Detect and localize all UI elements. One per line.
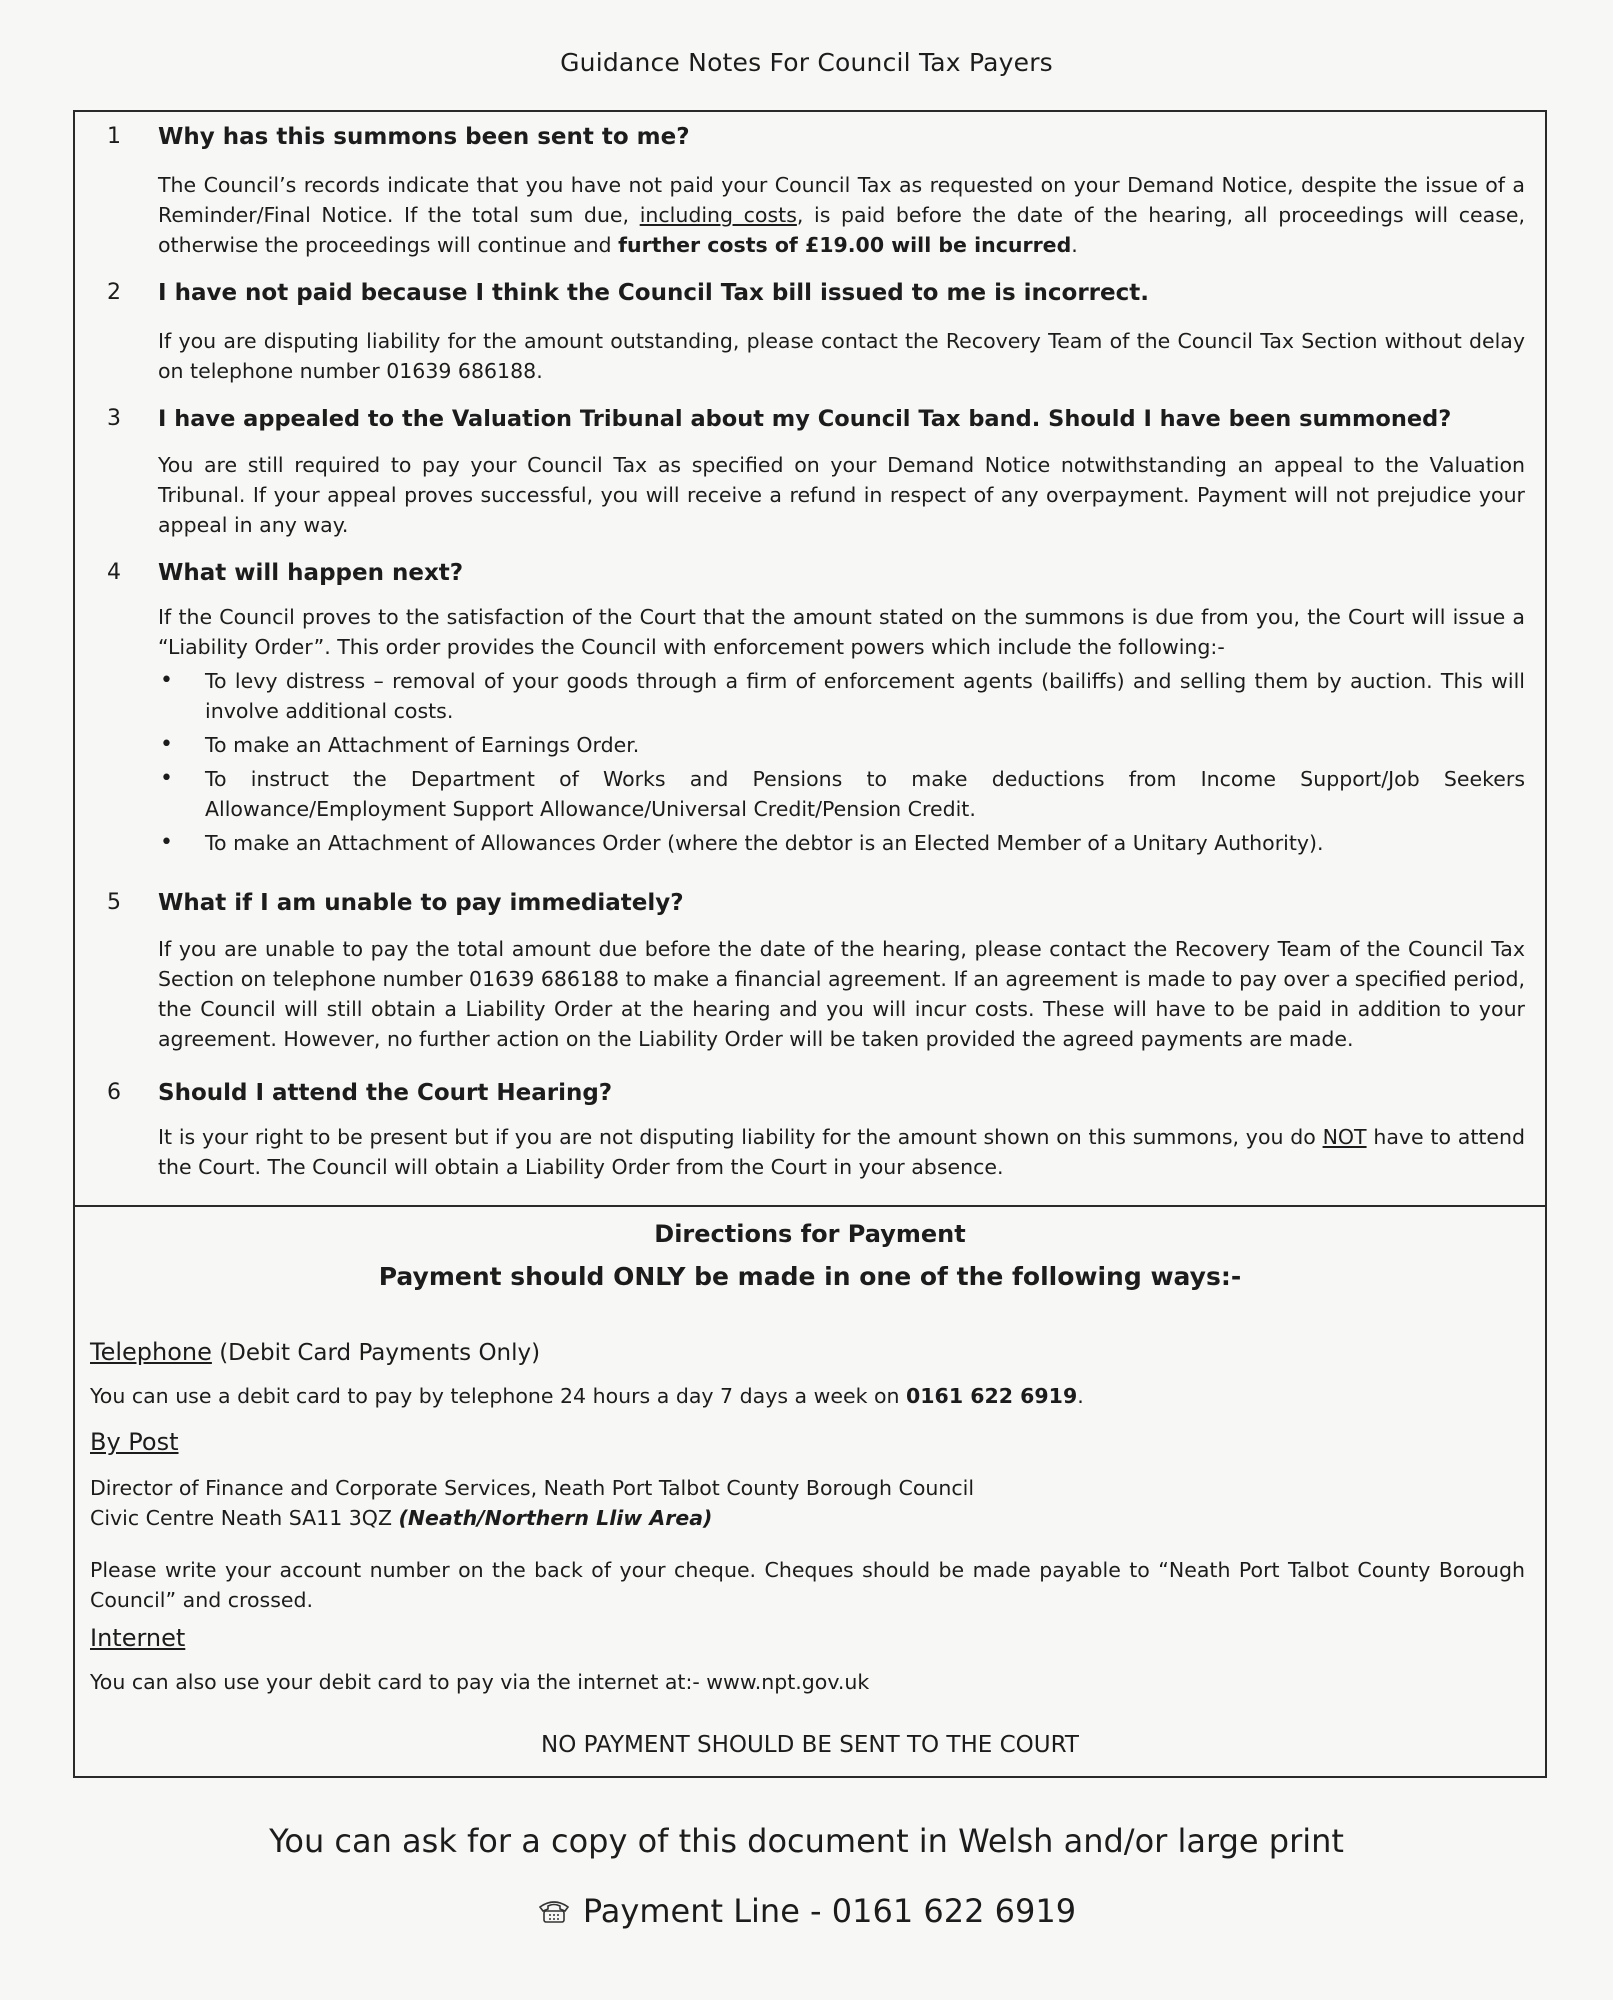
section-body: It is your right to be present but if you are not disputing liability for the amount shown on this summons, you do NOT have to attend the Court. The Council will obtain a Liability Order from the Court in your absence. — [158, 1125, 1526, 1179]
section-divider — [75, 1205, 1545, 1207]
list-item: • To levy distress – removal of your goods through a firm of enforcement agents (bailiffs) and selling them by auction. This will involve additional costs. — [160, 668, 1525, 723]
section-number: 5 — [107, 890, 121, 915]
guidance-box — [73, 110, 1547, 1778]
telephone-icon — [537, 1898, 571, 1924]
section-body: If you are unable to pay the total amount due before the date of the hearing, please contact the Recovery Team of the Council Tax Section on telephone number 01639 686188 to make a financial agreement. If an agreement is made to pay over a specified period, the Council will still obtain a Liability Order at the hearing and you will incur costs. These will have to be paid in addition to your agreement. However, no further action on the Liability Order will be taken provided the agreed payments are made. — [158, 937, 1525, 1051]
internet-text: You can also use your debit card to pay via the internet at:- www.npt.gov.uk — [90, 1670, 870, 1694]
bullet-icon: • — [160, 668, 173, 693]
section-heading: I have not paid because I think the Council Tax bill issued to me is incorrect. — [158, 280, 1149, 306]
payment-heading: Directions for Payment — [654, 1220, 966, 1248]
further-costs-text: further costs of £19.00 will be incurred — [618, 233, 1072, 257]
section-body: If you are disputing liability for the amount outstanding, please contact the Recovery Team of the Council Tax Section without delay on telephone number 01639 686188. — [158, 329, 1525, 383]
section-number: 4 — [107, 560, 121, 585]
section-body: If the Council proves to the satisfaction of the Court that the amount stated on the summons is due from you, the Court will issue a “Liability Order”. This order provides the Council with enforcement powers which include the following:- — [158, 605, 1525, 659]
including-costs-text: including costs — [639, 203, 797, 227]
section-number: 6 — [107, 1080, 121, 1105]
section-heading: Why has this summons been sent to me? — [158, 124, 690, 150]
no-payment-warning: NO PAYMENT SHOULD BE SENT TO THE COURT — [541, 1732, 1079, 1758]
post-heading: By Post — [90, 1428, 179, 1456]
section-number: 3 — [107, 406, 121, 431]
telephone-heading: Telephone (Debit Card Payments Only) — [90, 1338, 541, 1366]
section-heading: I have appealed to the Valuation Tribunal about my Council Tax band. Should I have been summoned? — [158, 406, 1452, 432]
section-heading: Should I attend the Court Hearing? — [158, 1080, 613, 1106]
enforcement-powers-list — [158, 666, 1525, 862]
section-heading: What will happen next? — [158, 560, 464, 586]
section-number: 1 — [107, 124, 121, 149]
list-item: • To instruct the Department of Works and Pensions to make deductions from Income Support/Job Seekers Allowance/Employment Support Allowance/Universal Credit/Pension Credit. — [160, 766, 1525, 821]
payment-phone-number: 0161 622 6919 — [906, 1384, 1078, 1408]
post-address: Director of Finance and Corporate Services, Neath Port Talbot County Borough Council Civic Centre Neath SA11 3QZ (Neath/Northern Lliw Area) — [90, 1476, 975, 1530]
section-body: The Council’s records indicate that you have not paid your Council Tax as requested on your Demand Notice, despite the issue of a Reminder/Final Notice. If the total sum due, including costs, is paid before the date of the hearing, all proceedings will cease, otherwise the proceedings will continue and further costs of £19.00 will be incurred. — [158, 173, 1526, 257]
page-title: Guidance Notes For Council Tax Payers — [560, 48, 1053, 77]
telephone-text: You can use a debit card to pay by telephone 24 hours a day 7 days a week on 0161 622 6919. — [90, 1384, 1084, 1408]
payment-subheading: Payment should ONLY be made in one of the following ways:- — [378, 1262, 1242, 1291]
cheque-note: Please write your account number on the back of your cheque. Cheques should be made payable to “Neath Port Talbot County Borough Council” and crossed. — [90, 1558, 1525, 1612]
section-heading: What if I am unable to pay immediately? — [158, 890, 684, 916]
list-item: • To make an Attachment of Earnings Order. — [158, 730, 1525, 760]
section-number: 2 — [107, 280, 121, 305]
payment-line: Payment Line - 0161 622 6919 — [0, 1892, 1613, 1930]
area-note: (Neath/Northern Lliw Area) — [398, 1506, 713, 1530]
section-body: You are still required to pay your Council Tax as specified on your Demand Notice notwithstanding an appeal to the Valuation Tribunal. If your appeal proves successful, you will receive a refund in respect of any overpayment. Payment will not prejudice your appeal in any way. — [158, 453, 1525, 537]
internet-heading: Internet — [90, 1624, 186, 1652]
list-item: • To make an Attachment of Allowances Order (where the debtor is an Elected Member of a Unitary Authority). — [158, 828, 1525, 858]
bullet-icon: • — [160, 732, 173, 757]
welsh-large-print-note: You can ask for a copy of this document in Welsh and/or large print — [269, 1822, 1344, 1860]
bullet-icon: • — [160, 766, 173, 791]
not-emphasis: NOT — [1322, 1125, 1367, 1149]
bullet-icon: • — [160, 830, 173, 855]
